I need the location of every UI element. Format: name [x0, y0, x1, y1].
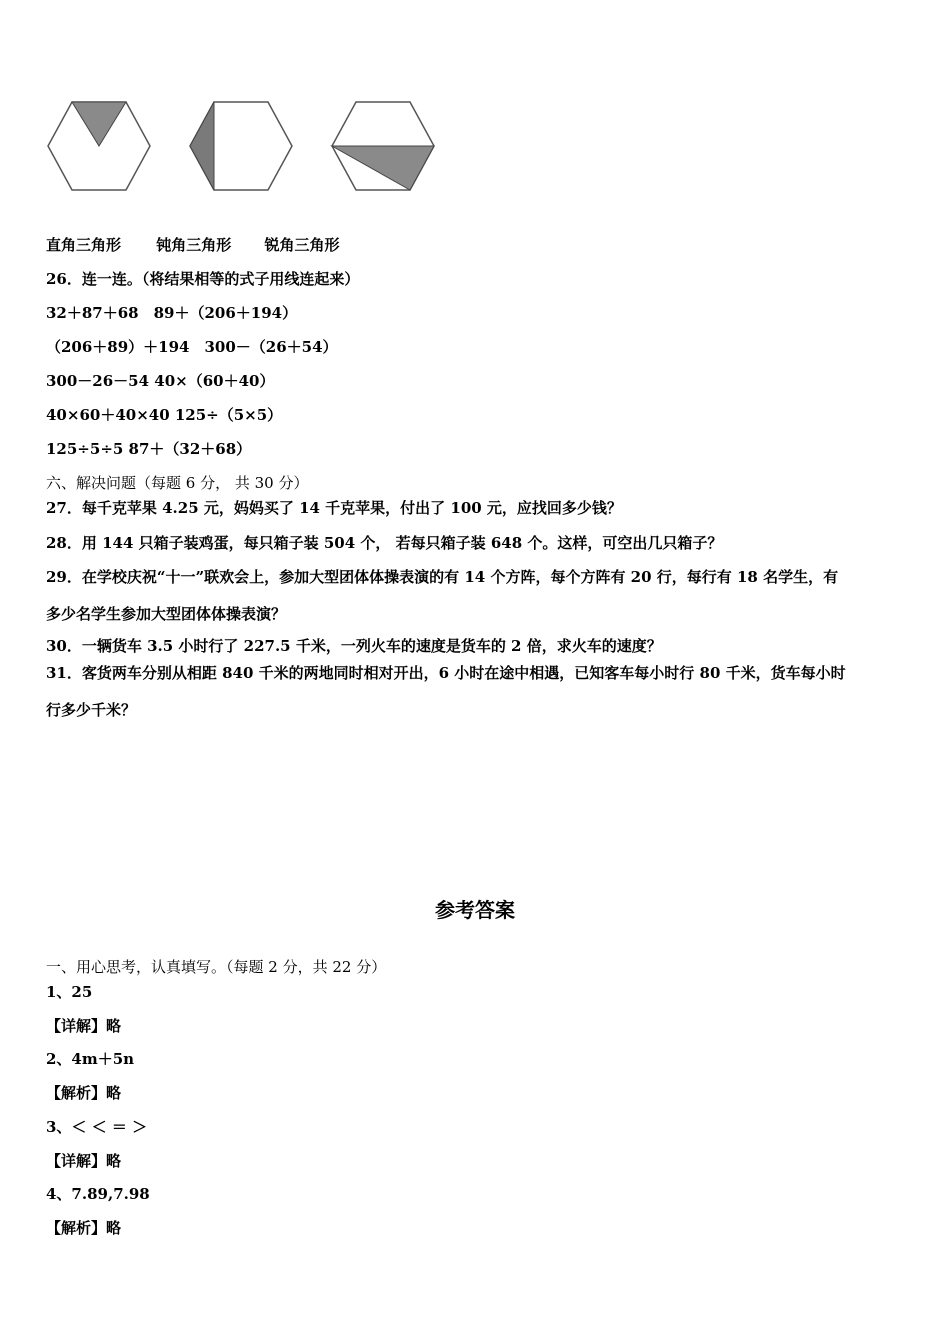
answer-4-detail: 【解析】略: [46, 1219, 122, 1237]
q26-row-4: 40×60＋40×40 125÷（5×5）: [46, 406, 283, 424]
answers-title: 参考答案: [435, 898, 515, 922]
q28: 28．用 144 只箱子装鸡蛋，每只箱子装 504 个， 若每只箱子装 648 个。这样，可空出几只箱子？: [46, 534, 723, 552]
answer-1-detail: 【详解】略: [46, 1017, 122, 1035]
q29-line1: 29．在学校庆祝“十一”联欢会上，参加大型团体体操表演的有 14 个方阵，每个方阵有 20 行，每行有 18 名学生，有: [46, 568, 839, 586]
answer-1: 1、25: [46, 983, 93, 1001]
hexagon-figures: [44, 96, 444, 196]
answer-3-detail: 【详解】略: [46, 1152, 122, 1170]
hexagon-obtuse-triangle-figure: [186, 96, 296, 196]
q26-title: 26．连一连。（将结果相等的式子用线连起来）: [46, 270, 360, 288]
q26-row-3: 300－26－54 40×（60＋40）: [46, 372, 275, 390]
q29-line2: 多少名学生参加大型团体体操表演？: [46, 605, 287, 623]
answers-section1-heading: 一、用心思考，认真填写。（每题 2 分，共 22 分）: [46, 958, 387, 976]
answer-2-detail: 【解析】略: [46, 1084, 122, 1102]
q26-row-2: （206＋89）＋194 300－（26＋54）: [46, 338, 338, 356]
answer-4: 4、7.89,7.98: [46, 1185, 150, 1203]
q27: 27．每千克苹果 4.25 元，妈妈买了 14 千克苹果，付出了 100 元，应找回多少钱？: [46, 499, 622, 517]
hexagon-right-triangle-figure: [44, 96, 154, 196]
section6-heading: 六、解决问题（每题 6 分， 共 30 分）: [46, 474, 309, 492]
q31-line1: 31．客货两车分别从相距 840 千米的两地同时相对开出，6 小时在途中相遇，已知客车每小时行 80 千米，货车每小时: [46, 664, 846, 682]
answer-2: 2、4m＋5n: [46, 1050, 135, 1068]
q26-row-5: 125÷5÷5 87＋（32＋68）: [46, 440, 252, 458]
answer-3: 3、＜ ＜ ＝ ＞: [46, 1118, 148, 1136]
figure-label-acute: 锐角三角形: [264, 236, 340, 254]
figure-label-obtuse: 钝角三角形: [156, 236, 232, 254]
q30: 30．一辆货车 3.5 小时行了 227.5 千米，一列火车的速度是货车的 2 倍，求火车的速度？: [46, 637, 662, 655]
q26-row-1: 32＋87＋68 89＋（206＋194）: [46, 304, 298, 322]
q31-line2: 行多少千米？: [46, 701, 137, 719]
figure-label-right: 直角三角形: [46, 236, 122, 254]
figure-labels: [46, 235, 340, 255]
hexagon-acute-triangle-figure: [328, 96, 438, 196]
